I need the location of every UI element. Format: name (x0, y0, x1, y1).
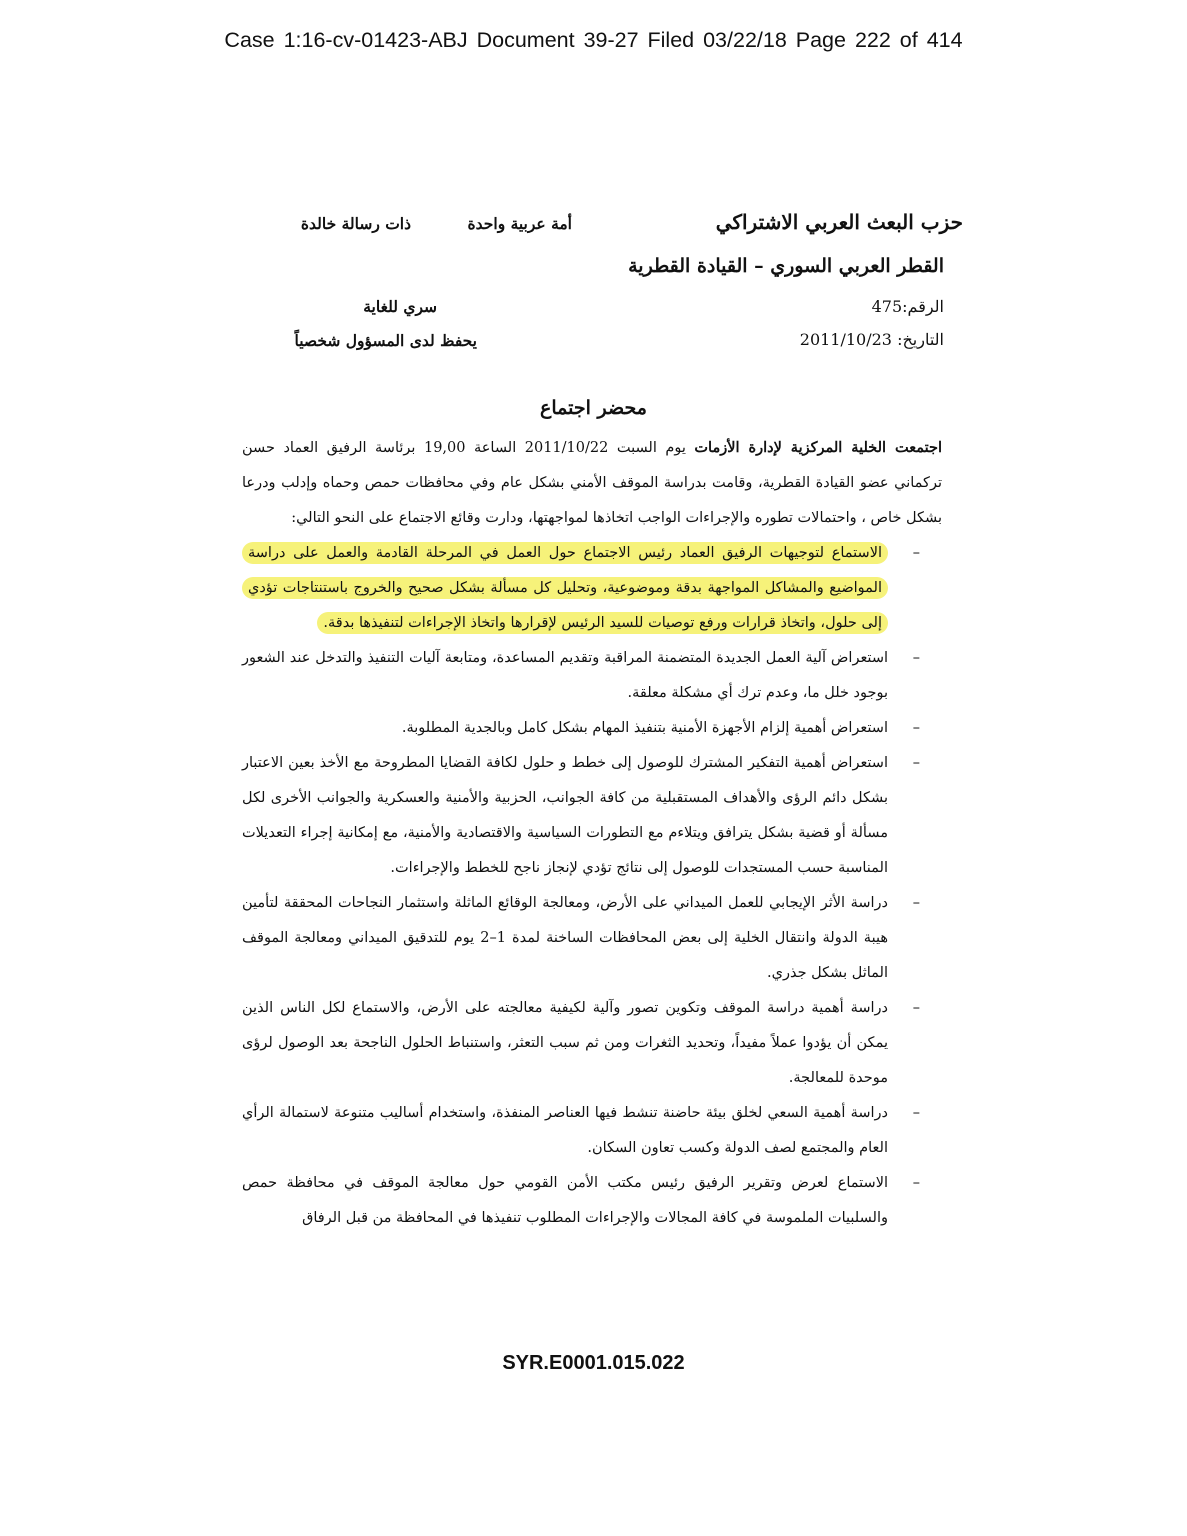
intro-bold-lead: اجتمعت الخلية المركزية لإدارة الأزمات (694, 439, 942, 456)
meeting-items (242, 536, 942, 1236)
letterhead (0, 0, 1187, 380)
document-date: التاريخ: 2011/10/23 (799, 330, 944, 349)
dash-bullet: – (912, 1175, 920, 1191)
list-item (242, 641, 942, 711)
dash-bullet: – (912, 720, 920, 736)
item-text: دراسة أهمية دراسة الموقف وتكوين تصور وآلية لكيفية معالجته على الأرض، والاستماع لكل الناس الذين يمكن أن يؤدوا عملاً مفيداً، وتحديد الثغرات ومن ثم سبب التعثر، واستنباط الحلول الناجحة بعد الوصول لرؤى موحدة للمعالجة. (242, 1000, 888, 1086)
item-text: دراسة الأثر الإيجابي للعمل الميداني على الأرض، ومعالجة الوقائع الماثلة واستثمار النجاحات المحققة لتأمين هيبة الدولة وانتقال الخلية إلى بعض المحافظات الساخنة لمدة 1–2 يوم للتدقيق الميداني ومعالجة الموقف الماثل بشكل جذري. (242, 895, 888, 981)
reference-number: الرقم:475 (871, 297, 944, 316)
item-text: دراسة أهمية السعي لخلق بيئة حاضنة تنشط فيها العناصر المنفذة، واستخدام أساليب متنوعة لاستمالة الرأي العام والمجتمع لصف الدولة وكسب تعاون السكان. (242, 1105, 888, 1156)
list-item (242, 711, 942, 746)
motto-line-2: ذات رسالة خالدة (300, 214, 411, 233)
list-item (242, 536, 942, 641)
classification-label: سري للغاية (363, 297, 437, 316)
dash-bullet: – (912, 895, 920, 911)
highlighted-text: الاستماع لتوجيهات الرفيق العماد رئيس الاجتماع حول العمل في المرحلة القادمة والعمل على دراسة المواضيع والمشاكل المواجهة بدقة وموضوعية، وتحليل كل مسألة بشكل صحيح والخروج باستنتاجات تؤدي إلى حلول، واتخاذ قرارات ورفع توصيات للسيد الرئيس لإقرارها واتخاذ الإجراءات لتنفيذها بدقة. (242, 542, 888, 634)
dash-bullet: – (912, 545, 920, 561)
case-header: Case 1:16-cv-01423-ABJ Document 39-27 Filed 03/22/18 Page 222 of 414 (224, 28, 963, 52)
list-item (242, 886, 942, 991)
dash-bullet: – (912, 1105, 920, 1121)
intro-text: يوم السبت 2011/10/22 الساعة 19,00 برئاسة الرفيق العماد حسن تركماني عضو القيادة القطرية، وقامت بدراسة الموقف الأمني بشكل عام وفي محافظات حمص وحماه وإدلب ودرعا بشكل خاص ، واحتمالات تطوره والإجراءات الواجب اتخاذها لمواجهتها، ودارت وقائع الاجتماع على النحو التالي: (242, 440, 942, 526)
bates-number: SYR.E0001.015.022 (502, 1352, 685, 1374)
dash-bullet: – (912, 755, 920, 771)
region-command: القطر العربي السوري – القيادة القطرية (628, 255, 944, 277)
dash-bullet: – (912, 1000, 920, 1016)
list-item (242, 991, 942, 1096)
handling-instruction: يحفظ لدى المسؤول شخصياً (294, 331, 477, 350)
intro-paragraph (242, 430, 942, 536)
item-text: استعراض أهمية التفكير المشترك للوصول إلى خطط و حلول لكافة القضايا المطروحة مع الأخذ بعين الاعتبار بشكل دائم الرؤى والأهداف المستقبلية من كافة الجوانب، الحزبية والأمنية والعسكرية والجوانب الأخرى لكل مسألة أو قضية بشكل يترافق ويتلاءم مع التطورات السياسية والاقتصادية والأمنية، مع إمكانية إجراء التعديلات المناسبة حسب المستجدات للوصول إلى نتائج تؤدي لإنجاز ناجح للخطط والإجراءات. (242, 755, 888, 876)
list-item (242, 746, 942, 886)
document-title: محضر اجتماع (540, 397, 647, 419)
item-text: استعراض أهمية إلزام الأجهزة الأمنية بتنفيذ المهام بشكل كامل وبالجدية المطلوبة. (401, 720, 888, 736)
item-text: الاستماع لعرض وتقرير الرفيق رئيس مكتب الأمن القومي حول معالجة الموقف في محافظة حمص والسلبيات الملموسة في كافة المجالات والإجراءات المطلوب تنفيذها في المحافظة من قبل الرفاق (242, 1175, 888, 1226)
list-item (242, 1166, 942, 1236)
list-item (242, 1096, 942, 1166)
motto-line-1: أمة عربية واحدة (467, 214, 572, 233)
dash-bullet: – (912, 650, 920, 666)
party-name: حزب البعث العربي الاشتراكي (715, 210, 963, 234)
document-body (242, 430, 942, 1236)
item-text: استعراض آلية العمل الجديدة المتضمنة المراقبة وتقديم المساعدة، ومتابعة آليات التنفيذ والتدخل عند الشعور بوجود خلل ما، وعدم ترك أي مشكلة معلقة. (242, 650, 888, 701)
